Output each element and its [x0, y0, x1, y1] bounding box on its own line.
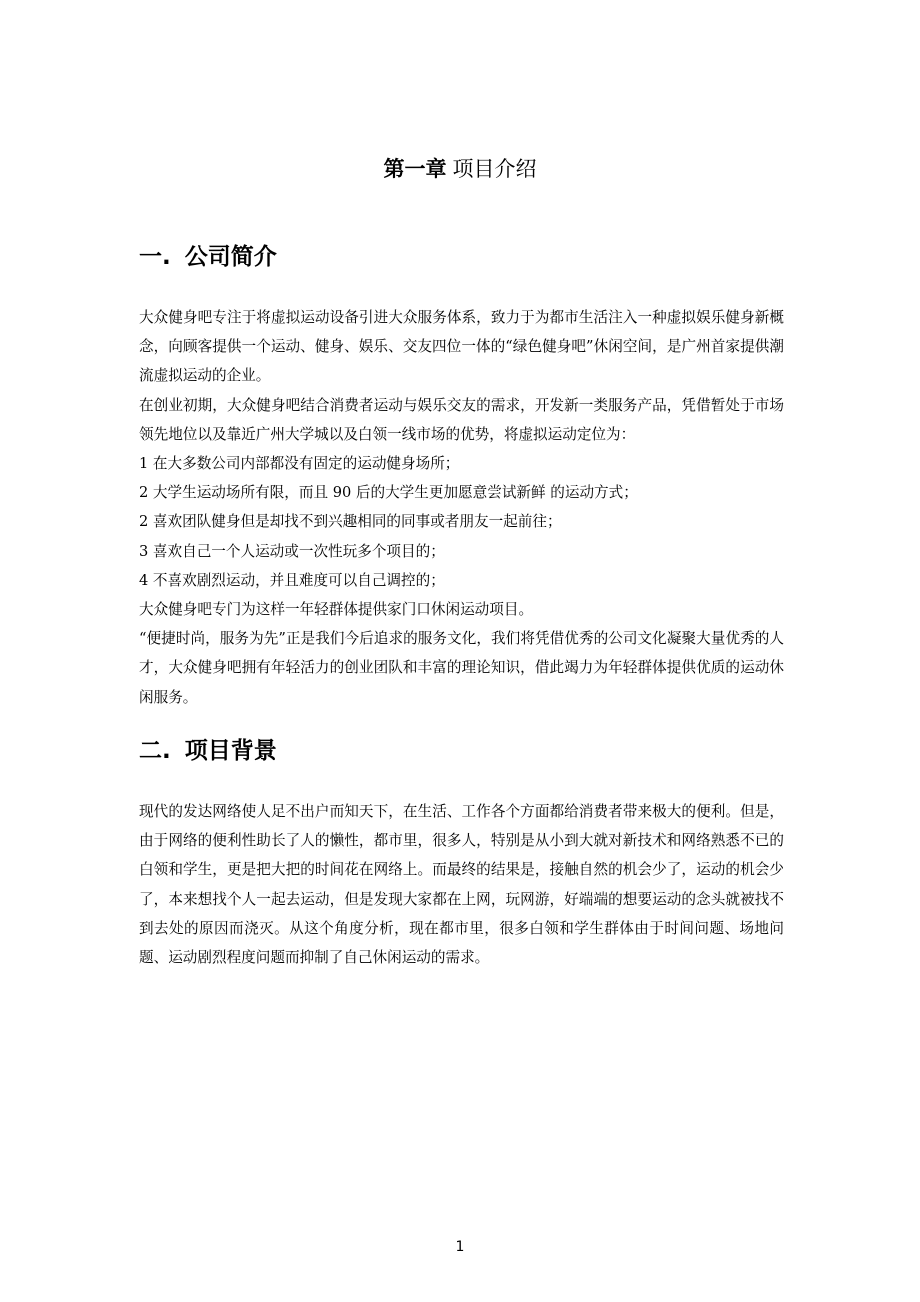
section-heading-text: 项目背景	[184, 738, 277, 764]
paragraph: 大众健身吧专门为这样一年轻群体提供家门口休闲运动项目。	[139, 601, 534, 619]
section-body-company-profile	[139, 303, 784, 712]
list-item: 2 喜欢团队健身但是却找不到兴趣相同的同事或者朋友一起前往；	[139, 513, 562, 531]
list-item: 4 不喜欢剧烈运动，并且难度可以自己调控的；	[139, 571, 445, 589]
section-body-project-background	[139, 797, 784, 972]
chapter-title	[0, 153, 920, 185]
section-heading-company-profile	[139, 240, 277, 274]
list-item: 3 喜欢自己一个人运动或一次性玩多个项目的；	[139, 542, 445, 560]
list-item: 1 在大多数公司内部都没有固定的运动健身场所；	[139, 455, 460, 473]
section-heading-text: 公司简介	[184, 244, 277, 270]
section-number: 一.	[139, 244, 171, 270]
list-item: 2 大学生运动场所有限，而且 90 后的大学生更加愿意尝试新鲜 的运动方式；	[139, 484, 638, 502]
chapter-title-text: 项目介绍	[452, 157, 537, 181]
section-number: 二.	[139, 738, 171, 764]
paragraph: “便捷时尚，服务为先”正是我们今后追求的服务文化，我们将凭借优秀的公司文化凝聚大量优秀的人才，大众健身吧拥有年轻活力的创业团队和丰富的理论知识，借此竭力为年轻群体提供优质的运动休闲服务。	[139, 630, 784, 706]
chapter-number-label: 第一章	[383, 157, 447, 181]
paragraph: 现代的发达网络使人足不出户而知天下，在生活、工作各个方面都给消费者带来极大的便利。但是，由于网络的便利性助长了人的懒性，都市里，很多人，特别是从小到大就对新技术和网络熟悉不已的白领和学生，更是把大把的时间花在网络上。而最终的结果是，接触自然的机会少了，运动的机会少了，本来想找个人一起去运动，但是发现大家都在上网，玩网游，好端端的想要运动的念头就被找不到去处的原因而浇灭。从这个角度分析，现在都市里，很多白领和学生群体由于时间问题、场地问题、运动剧烈程度问题而抑制了自己休闲运动的需求。	[139, 803, 784, 967]
paragraph: 大众健身吧专注于将虚拟运动设备引进大众服务体系，致力于为都市生活注入一种虚拟娱乐健身新概念，向顾客提供一个运动、健身、娱乐、交友四位一体的“绿色健身吧”休闲空间，是广州首家提供潮流虚拟运动的企业。	[139, 309, 784, 385]
paragraph: 在创业初期，大众健身吧结合消费者运动与娱乐交友的需求，开发新一类服务产品，凭借暂处于市场领先地位以及靠近广州大学城以及白领一线市场的优势，将虚拟运动定位为：	[139, 396, 784, 443]
section-heading-project-background	[139, 734, 277, 768]
page-number: 1	[455, 1239, 465, 1255]
